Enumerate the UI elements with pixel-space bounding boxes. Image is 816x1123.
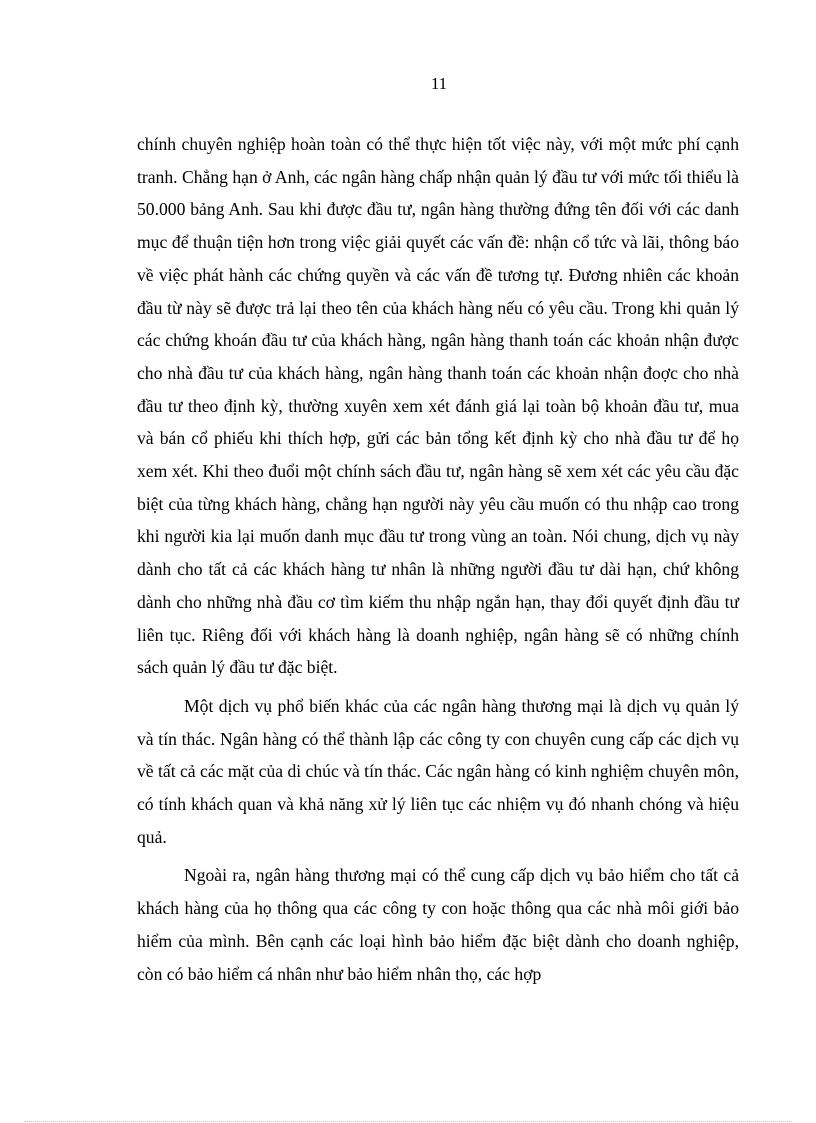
page-number: 11 — [430, 74, 448, 93]
body-text — [137, 128, 739, 990]
paragraph-1: chính chuyên nghiệp hoàn toàn có thể thực hiện tốt việc này, với một mức phí cạnh tranh. Chẳng hạn ở Anh, các ngân hàng chấp nhận quản lý đầu tư với mức tối thiểu là 50.000 bảng Anh. Sau khi được đầu tư, ngân hàng thường đứng tên đối với các danh mục để thuận tiện hơn trong việc giải quyết các vấn đề: nhận cổ tức và lãi, thông báo về việc phát hành các chứng quyền và các vấn đề tương tự. Đương nhiên các khoản đầu từ này sẽ được trả lại theo tên của khách hàng nếu có yêu cầu. Trong khi quản lý các chứng khoán đầu tư của khách hàng, ngân hàng thanh toán các khoản nhận được cho nhà đầu tư của khách hàng, ngân hàng thanh toán các khoản nhận đoợc cho nhà đầu tư theo định kỳ, thường xuyên xem xét đánh giá lại toàn bộ khoản đầu tư, mua và bán cổ phiếu khi thích hợp, gửi các bản tổng kết định kỳ cho nhà đầu tư để họ xem xét. Khi theo đuổi một chính sách đầu tư, ngân hàng sẽ xem xét các yêu cầu đặc biệt của từng khách hàng, chẳng hạn người này yêu cầu muốn có thu nhập cao trong khi người kia lại muốn danh mục đầu tư trong vùng an toàn. Nói chung, dịch vụ này dành cho tất cả các khách hàng tư nhân là những người đầu tư dài hạn, chứ không dành cho những nhà đầu cơ tìm kiếm thu nhập ngắn hạn, thay đổi quyết định đầu tư liên tục. Riêng đối với khách hàng là doanh nghiệp, ngân hàng sẽ có những chính sách quản lý đầu tư đặc biệt. — [137, 134, 739, 678]
paragraph-3: Ngoài ra, ngân hàng thương mại có thể cung cấp dịch vụ bảo hiểm cho tất cả khách hàng của họ thông qua các công ty con hoặc thông qua các nhà môi giới bảo hiểm của mình. Bên cạnh các loại hình bảo hiểm đặc biệt dành cho doanh nghiệp, còn có bảo hiểm cá nhân như bảo hiểm nhân thọ, các hợp — [137, 865, 739, 984]
page-bottom-divider — [24, 1121, 792, 1122]
paragraph-2: Một dịch vụ phổ biến khác của các ngân hàng thương mại là dịch vụ quản lý và tín thác. Ngân hàng có thể thành lập các công ty con chuyên cung cấp các dịch vụ về tất cả các mặt của di chúc và tín thác. Các ngân hàng có kinh nghiệm chuyên môn, có tính khách quan và khả năng xử lý liên tục các nhiệm vụ đó nhanh chóng và hiệu quả. — [137, 695, 739, 847]
